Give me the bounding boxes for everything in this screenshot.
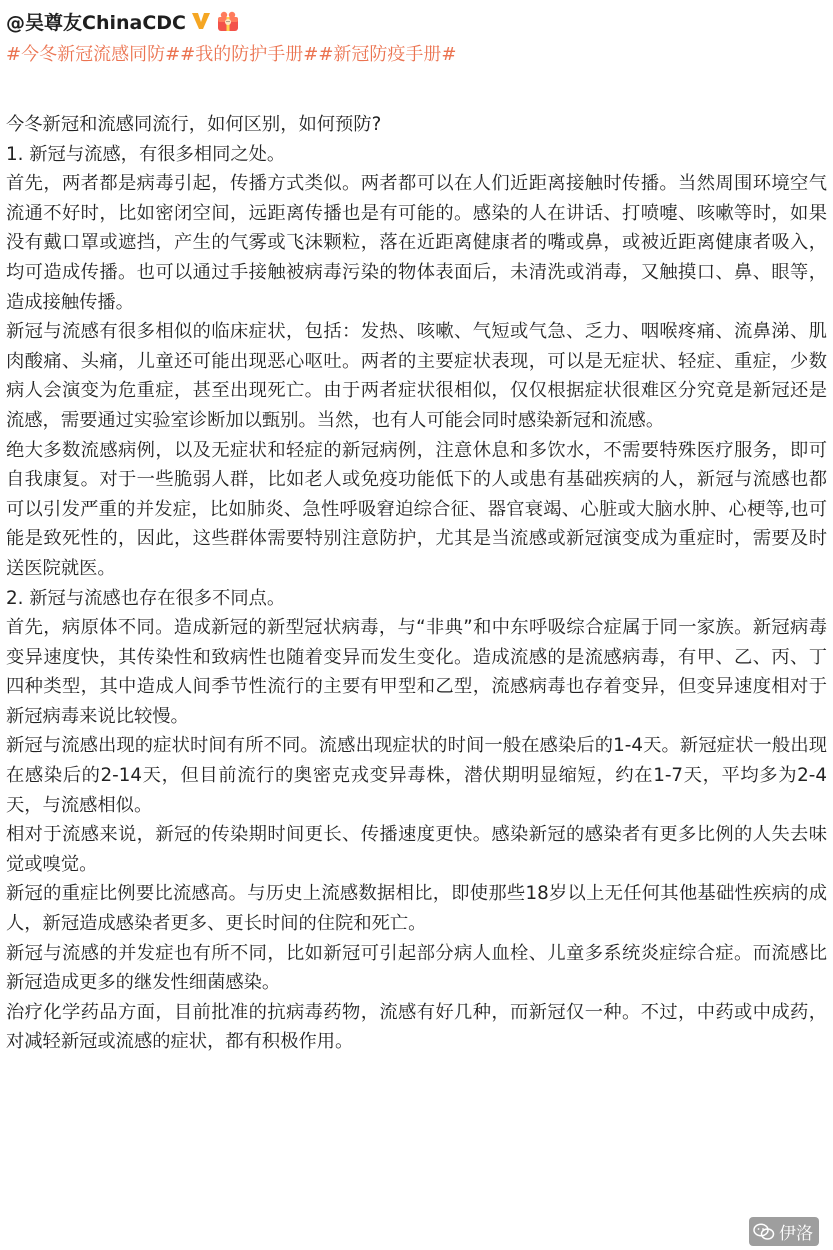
paragraph: 1. 新冠与流感，有很多相同之处。 <box>6 143 286 165</box>
paragraph: 新冠与流感出现的症状时间有所不同。流感出现症状的时间一般在感染后的1-4天。新冠症状一般出现在感染后的2-14天，但目前流行的奥密克戎变异毒株，潜伏期明显缩短，约在1-7天，平均多为2-4天，与流感相似。 <box>6 735 827 816</box>
paragraph: 今冬新冠和流感同流行，如何区别，如何预防? <box>6 114 382 135</box>
hashtag-line <box>6 42 827 68</box>
gift-badge-icon <box>216 9 240 33</box>
paragraph: 治疗化学药品方面，目前批准的抗病毒药物，流感有好几种，而新冠仅一种。不过，中药或中成药，对减轻新冠或流感的症状，都有积极作用。 <box>6 1001 827 1053</box>
paragraph: 首先，两者都是病毒引起，传播方式类似。两者都可以在人们近距离接触时传播。当然周围环境空气流通不好时，比如密闭空间，远距离传播也是有可能的。感染的人在讲话、打喷嚏、咳嗽等时，如果没有戴口罩或遮挡，产生的气雾或飞沫颗粒，落在近距离健康者的嘴或鼻，或被近距离健康者吸入，均可造成传播。也可以通过手接触被病毒污染的物体表面后，未清洗或消毒，又触摸口、鼻、眼等，造成接触传播。 <box>6 173 827 313</box>
hashtag-link[interactable]: #我的防护手册# <box>180 44 319 65</box>
paragraph: 首先，病原体不同。造成新冠的新型冠状病毒，与“非典”和中东呼吸综合症属于同一家族。新冠病毒变异速度快，其传染性和致病性也随着变异而发生变化。造成流感的是流感病毒，有甲、乙、丙、丁四种类型，其中造成人间季节性流行的主要有甲型和乙型，流感病毒也存着变异，但变异速度相对于新冠病毒来说比较慢。 <box>6 617 827 727</box>
paragraph: 新冠的重症比例要比流感高。与历史上流感数据相比，即使那些18岁以上无任何其他基础性疾病的成人，新冠造成感染者更多、更长时间的住院和死亡。 <box>6 883 827 935</box>
watermark-text: 伊洛 <box>779 1224 813 1244</box>
watermark <box>749 1217 819 1246</box>
post-body <box>6 110 827 1057</box>
wechat-logo-icon <box>753 1223 775 1241</box>
username[interactable]: @吴尊友ChinaCDC <box>6 11 186 34</box>
paragraph: 相对于流感来说，新冠的传染期时间更长、传播速度更快。感染新冠的感染者有更多比例的人失去味觉或嗅觉。 <box>6 824 827 875</box>
verified-v-icon <box>190 10 212 32</box>
paragraph: 2. 新冠与流感也存在很多不同点。 <box>6 587 286 609</box>
paragraph: 新冠与流感有很多相似的临床症状，包括：发热、咳嗽、气短或气急、乏力、咽喉疼痛、流鼻涕、肌肉酸痛、头痛，儿童还可能出现恶心呕吐。两者的主要症状表现，可以是无症状、轻症、重症，少数病人会演变为危重症，甚至出现死亡。由于两者症状很相似，仅仅根据症状很难区分究竟是新冠还是流感，需要通过实验室诊断加以甄别。当然，也有人可能会同时感染新冠和流感。 <box>6 321 827 431</box>
hashtag-link[interactable]: #今冬新冠流感同防# <box>6 44 181 65</box>
post-header <box>6 0 827 42</box>
paragraph: 绝大多数流感病例，以及无症状和轻症的新冠病例，注意休息和多饮水，不需要特殊医疗服务，即可自我康复。对于一些脆弱人群，比如老人或免疫功能低下的人或患有基础疾病的人，新冠与流感也都可以引发严重的并发症，比如肺炎、急性呼吸窘迫综合征、器官衰竭、心脏或大脑水肿、心梗等,也可能是致死性的，因此，这些群体需要特别注意防护，尤其是当流感或新冠演变成为重症时，需要及时送医院就医。 <box>6 439 827 579</box>
paragraph: 新冠与流感的并发症也有所不同，比如新冠可引起部分病人血栓、儿童多系统炎症综合症。而流感比新冠造成更多的继发性细菌感染。 <box>6 942 827 994</box>
hashtag-link[interactable]: #新冠防疫手册# <box>318 44 457 65</box>
